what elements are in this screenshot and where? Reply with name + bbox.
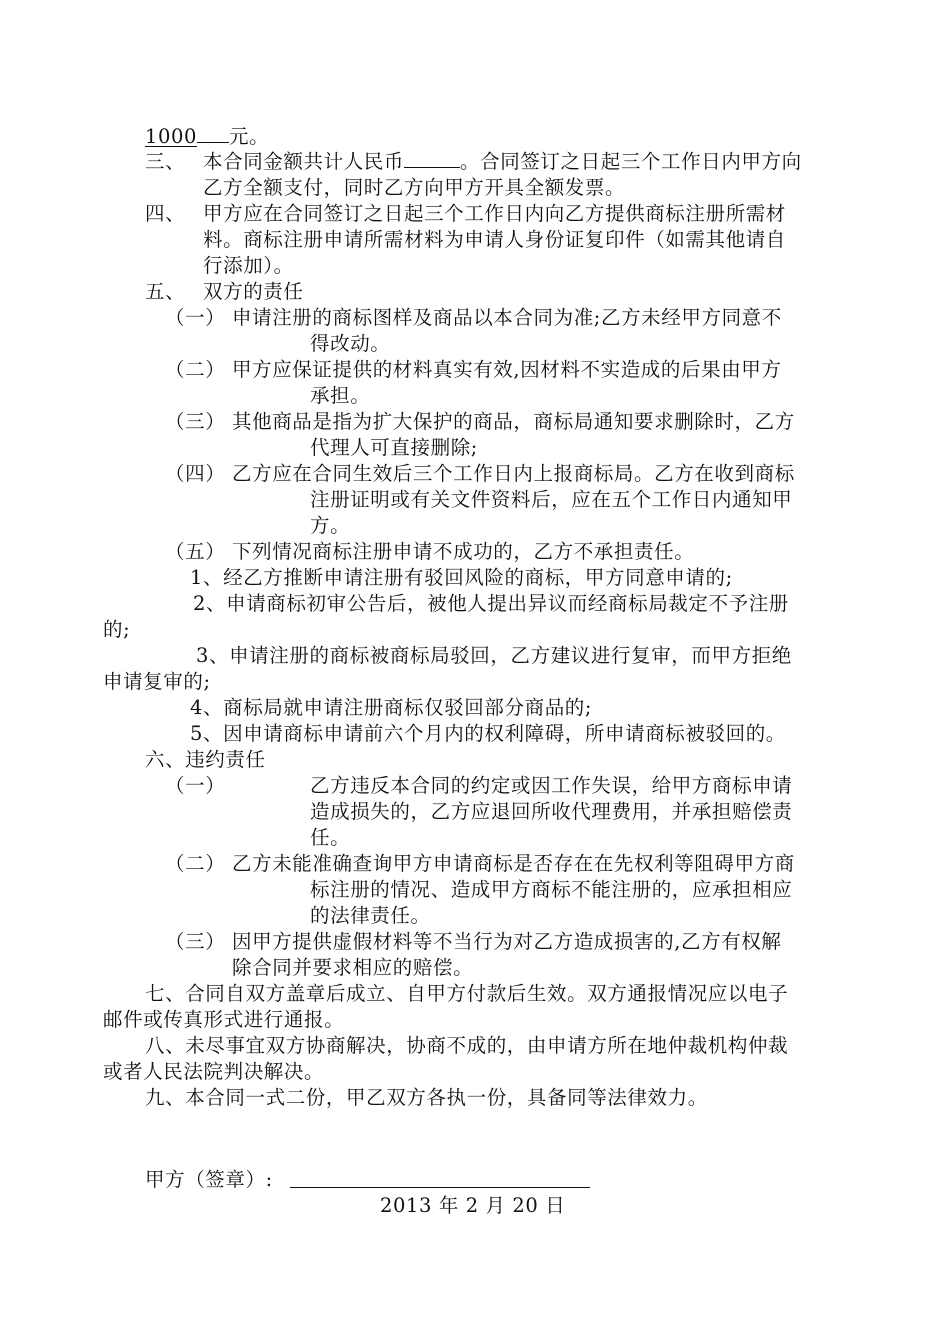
clause8-line1: 八、未尽事宜双方协商解决，协商不成的，由申请方所在地仲裁机构仲裁 (145, 1034, 789, 1057)
clause6-item3-line1: 因甲方提供虚假材料等不当行为对乙方造成损害的,乙方有权解 (232, 930, 782, 953)
clause3-line2: 乙方全额支付，同时乙方向甲方开具全额发票。 (203, 176, 626, 199)
signature-line (290, 1187, 590, 1188)
clause5-item4-num: （四） (165, 462, 226, 485)
clause5-item5-line1: 下列情况商标注册申请不成功的，乙方不承担责任。 (232, 540, 695, 563)
clause5-item4-line1: 乙方应在合同生效后三个工作日内上报商标局。乙方在收到商标 (232, 462, 795, 485)
clause6-item3-num: （三） (165, 930, 226, 953)
clause5-item3-line1: 其他商品是指为扩大保护的商品，商标局通知要求删除时，乙方 (232, 410, 795, 433)
signature-label: 甲方（签章）: (145, 1168, 273, 1191)
clause5-item1-line1: 申请注册的商标图样及商品以本合同为准;乙方未经甲方同意不 (232, 306, 782, 329)
clause5-item1-line2: 得改动。 (310, 332, 391, 355)
fee-unit: 元。 (229, 125, 270, 148)
clause6-item1-line2: 造成损失的，乙方应退回所收代理费用，并承担赔偿责 (310, 800, 793, 823)
clause4-number: 四、 (145, 202, 186, 225)
clause5-item4-line3: 方。 (310, 514, 351, 537)
fee-amount: 1000 (145, 125, 198, 148)
clause6-item1-line1: 乙方违反本合同的约定或因工作失误，给甲方商标申请 (310, 774, 793, 797)
clause5-item2-line2: 承担。 (310, 384, 371, 407)
clause5-item1-num: （一） (165, 306, 226, 329)
clause3-line1: 本合同金额共计人民币 。合同签订之日起三个工作日内甲方向 (203, 150, 802, 173)
clause6-title: 六、违约责任 (145, 748, 266, 771)
clause5-item5-num: （五） (165, 540, 226, 563)
clause6-item2-num: （二） (165, 852, 226, 875)
clause5-sub3-cont: 申请复审的; (103, 670, 211, 693)
fee-line (145, 124, 269, 150)
clause5-sub5: 5、因申请商标申请前六个月内的权利障碍，所申请商标被驳回的。 (190, 722, 786, 745)
clause4-line3: 行添加）。 (203, 254, 294, 277)
clause6-item2-line2: 标注册的情况、造成甲方商标不能注册的，应承担相应 (310, 878, 793, 901)
clause5-sub2: 2、申请商标初审公告后，被他人提出异议而经商标局裁定不予注册 (193, 592, 789, 615)
clause6-item1-line3: 任。 (310, 826, 351, 849)
amount-blank (404, 149, 460, 168)
clause6-item1-num: （一） (165, 774, 226, 797)
clause5-item3-num: （三） (165, 410, 226, 433)
clause6-item2-line3: 的法律责任。 (310, 904, 431, 927)
clause5-item3-line2: 代理人可直接删除; (310, 436, 478, 459)
clause5-item2-num: （二） (165, 358, 226, 381)
clause5-sub3: 3、申请注册的商标被商标局驳回，乙方建议进行复审，而甲方拒绝 (196, 644, 792, 667)
clause6-item3-line2: 除合同并要求相应的赔偿。 (232, 956, 474, 979)
clause3-number: 三、 (145, 150, 186, 173)
signature-date: 2013 年 2 月 20 日 (380, 1194, 566, 1217)
clause5-item4-line2: 注册证明或有关文件资料后，应在五个工作日内通知甲 (310, 488, 793, 511)
clause9: 九、本合同一式二份，甲乙双方各执一份，具备同等法律效力。 (145, 1086, 708, 1109)
fee-blank (197, 124, 229, 143)
clause4-line2: 料。商标注册申请所需材料为申请人身份证复印件（如需其他请自 (203, 228, 786, 251)
clause8-line2: 或者人民法院判决解决。 (103, 1060, 325, 1083)
clause5-item2-line1: 甲方应保证提供的材料真实有效,因材料不实造成的后果由甲方 (232, 358, 782, 381)
clause5-title: 双方的责任 (203, 280, 304, 303)
clause4-line1: 甲方应在合同签订之日起三个工作日内向乙方提供商标注册所需材 (203, 202, 786, 225)
clause5-sub1: 1、经乙方推断申请注册有驳回风险的商标，甲方同意申请的; (190, 566, 733, 589)
clause7-line2: 邮件或传真形式进行通报。 (103, 1008, 345, 1031)
clause6-item2-line1: 乙方未能准确查询甲方申请商标是否存在在先权利等阻碍甲方商 (232, 852, 795, 875)
clause7-line1: 七、合同自双方盖章后成立、自甲方付款后生效。双方通报情况应以电子 (145, 982, 789, 1005)
clause5-sub4: 4、商标局就申请注册商标仅驳回部分商品的; (190, 696, 593, 719)
clause5-number: 五、 (145, 280, 186, 303)
clause5-sub2-cont: 的; (103, 618, 131, 641)
